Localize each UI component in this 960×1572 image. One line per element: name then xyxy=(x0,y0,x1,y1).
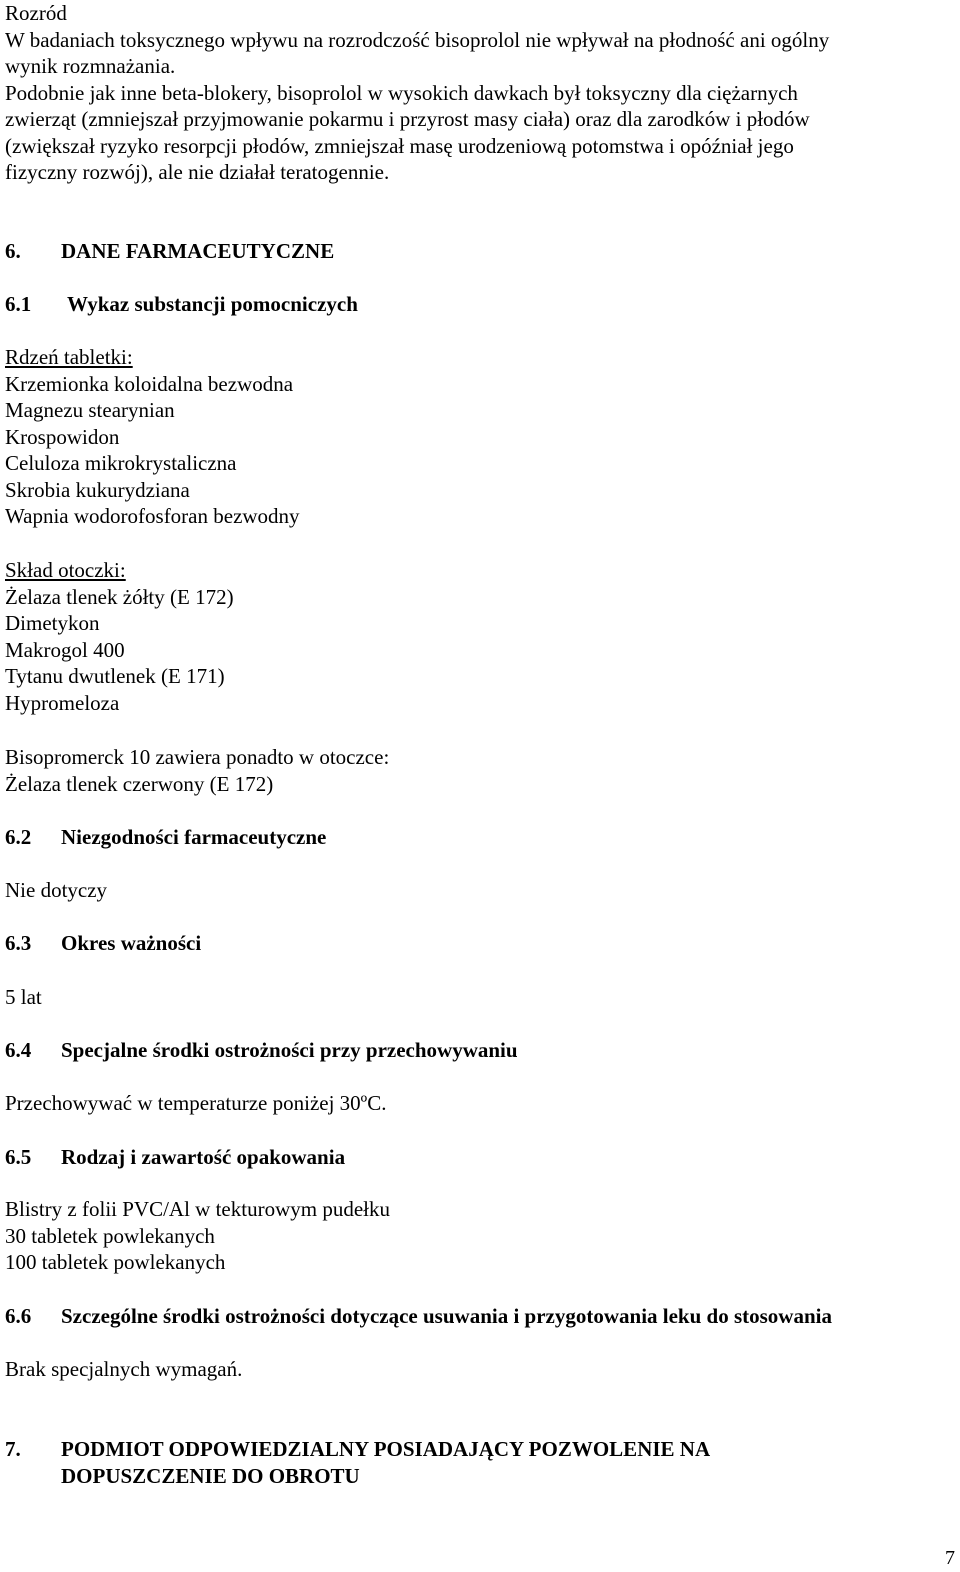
excipient-item: Wapnia wodorofosforan bezwodny xyxy=(5,504,300,528)
excipient-item: Skrobia kukurydziana xyxy=(5,477,190,502)
section-text: Brak specjalnych wymagań. xyxy=(5,1357,243,1381)
excipient-item: Makrogol 400 xyxy=(5,637,125,662)
section-heading-rozrod: Rozród xyxy=(5,1,67,25)
section-text: 5 lat xyxy=(5,985,42,1009)
subsection-heading-6-1 xyxy=(5,291,358,318)
section-number: 6. xyxy=(5,239,21,263)
excipient-item: Magnezu stearynian xyxy=(5,398,175,422)
section-title: Niezgodności farmaceutyczne xyxy=(61,825,327,849)
section-number: 6.3 xyxy=(5,931,32,955)
section-text: Przechowywać w temperaturze poniżej 30ºC. xyxy=(5,1091,387,1115)
paragraph-line: zwierząt (zmniejszał przyjmowanie pokarmu i przyrost masy ciała) oraz dla zarodków i płodów xyxy=(5,107,810,131)
excipient-item: Żelaza tlenek żółty (E 172) xyxy=(5,584,234,609)
excipient-item: Krzemionka koloidalna bezwodna xyxy=(5,371,294,396)
section-heading-6 xyxy=(5,238,334,265)
section-number: 6.1 xyxy=(5,292,32,316)
packaging-line: 30 tabletek powlekanych xyxy=(5,1223,215,1248)
section-text: Nie dotyczy xyxy=(5,878,108,902)
excipient-item: Żelaza tlenek czerwony (E 172) xyxy=(5,771,274,796)
section-heading-7 xyxy=(5,1436,710,1463)
paragraph-line: Podobnie jak inne beta-blokery, bisoprolol w wysokich dawkach był toksyczny dla ciężarnych xyxy=(5,80,798,105)
section-title: PODMIOT ODPOWIEDZIALNY POSIADAJĄCY POZWOLENIE NA xyxy=(61,1437,711,1461)
section-number: 6.4 xyxy=(5,1038,32,1062)
packaging-line: 100 tabletek powlekanych xyxy=(5,1250,226,1274)
section-title: Wykaz substancji pomocniczych xyxy=(67,292,358,316)
section-number: 6.5 xyxy=(5,1145,32,1169)
excipient-item: Krospowidon xyxy=(5,424,120,449)
section-title: Okres ważności xyxy=(61,931,202,955)
paragraph-line: fizyczny rozwój), ale nie działał teratogennie. xyxy=(5,160,390,184)
section-title: DANE FARMACEUTYCZNE xyxy=(61,239,335,263)
excipient-item: Hypromeloza xyxy=(5,690,120,715)
core-label: Rdzeń tabletki: xyxy=(5,345,133,369)
excipient-item: Celuloza mikrokrystaliczna xyxy=(5,451,237,475)
subsection-heading-6-6 xyxy=(5,1303,832,1330)
section-number: 7. xyxy=(5,1437,21,1461)
packaging-line: Blistry z folii PVC/Al w tekturowym pudełku xyxy=(5,1197,390,1221)
section-number: 6.6 xyxy=(5,1304,32,1328)
excipient-item: Tytanu dwutlenek (E 171) xyxy=(5,664,225,688)
extra-coating-note: Bisopromerck 10 zawiera ponadto w otoczce: xyxy=(5,745,390,769)
section-title: Rodzaj i zawartość opakowania xyxy=(61,1145,346,1169)
coat-label: Skład otoczki: xyxy=(5,558,126,582)
page-number: 7 xyxy=(945,1547,955,1569)
paragraph-line: wynik rozmnażania. xyxy=(5,54,176,78)
section-title: Szczególne środki ostrożności dotyczące usuwania i przygotowania leku do stosowania xyxy=(61,1304,832,1328)
paragraph-line: (zwiększał ryzyko resorpcji płodów, zmniejszał masę urodzeniową potomstwa i opóźniał jego xyxy=(5,133,794,158)
section-number: 6.2 xyxy=(5,825,32,849)
section-title-continuation: DOPUSZCZENIE DO OBROTU xyxy=(61,1463,360,1488)
subsection-heading-6-3 xyxy=(5,930,201,957)
section-title: Specjalne środki ostrożności przy przechowywaniu xyxy=(61,1038,518,1062)
subsection-heading-6-2 xyxy=(5,824,326,851)
subsection-heading-6-5 xyxy=(5,1144,345,1171)
excipient-item: Dimetykon xyxy=(5,611,100,635)
paragraph-line: W badaniach toksycznego wpływu na rozrodczość bisoprolol nie wpływał na płodność ani ogólny xyxy=(5,27,830,52)
subsection-heading-6-4 xyxy=(5,1037,518,1064)
